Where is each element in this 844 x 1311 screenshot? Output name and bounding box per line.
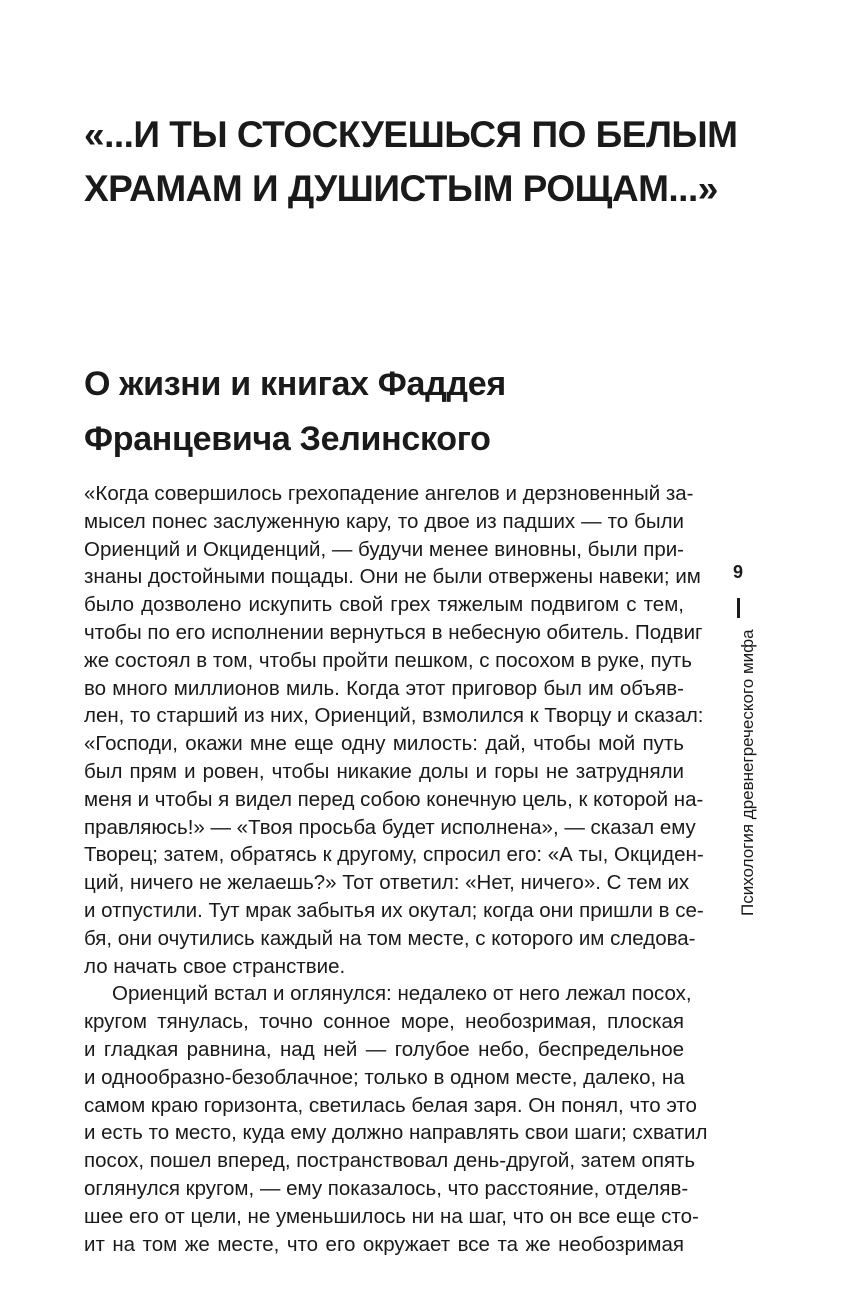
text-line: «Когда совершилось грехопадение ангелов и дерзновенный за- (84, 482, 694, 505)
text-line: Ориенций и Окциденций, — будучи менее виновны, были при- (84, 537, 685, 561)
text-line: был прям и ровен, чтобы никакие долы и горы не затрудняли (84, 759, 684, 783)
running-head: Психология древнегреческого мифа (738, 629, 757, 916)
text-line: и есть то место, куда ему должно направлять свои шаги; схватил (84, 1121, 708, 1145)
text-line: было дозволено искупить свой грех тяжелым подвигом с тем, (84, 593, 684, 617)
text-line: кругом тянулась, точно сонное море, необозримая, плоская (84, 1010, 684, 1034)
text-line: самом краю горизонта, светилась белая заря. Он понял, что это (84, 1093, 697, 1117)
body-text (84, 480, 708, 1258)
text-line: «Господи, окажи мне еще одну милость: дай, чтобы мой путь (84, 732, 684, 756)
text-line: шее его от цели, не уменьшилось ни на шаг, что он все еще сто- (84, 1204, 699, 1228)
text-line: ло начать свое странствие. (84, 954, 346, 978)
chapter-title-line: «...И ТЫ СТОСКУЕШЬСЯ ПО БЕЛЫМ (84, 114, 738, 155)
chapter-title-line: ХРАМАМ И ДУШИСТЫМ РОЩАМ...» (84, 168, 718, 209)
text-line: бя, они очутились каждый на том месте, с которого им следова- (84, 926, 696, 950)
section-title-line: Францевича Зелинского (84, 420, 491, 458)
text-line: оглянулся кругом, — ему показалось, что расстояние, отделяв- (84, 1176, 689, 1200)
text-line: ций, ничего не желаешь?» Тот ответил: «Нет, ничего». С тем их (84, 871, 690, 895)
text-line: и гладкая равнина, над ней — голубое небо, беспредельное (84, 1037, 684, 1061)
section-title (84, 357, 704, 467)
text-line: лен, то старший из них, Ориенций, взмолился к Творцу и сказал: (84, 704, 704, 728)
page-number: 9 (732, 562, 743, 582)
page-number-divider (737, 598, 740, 618)
chapter-title (84, 108, 738, 216)
text-line: во много миллионов миль. Когда этот приговор был им объяв- (84, 676, 684, 700)
text-line: Творец; затем, обратясь к другому, спросил его: «А ты, Окциден- (84, 843, 704, 867)
text-line: ит на том же месте, что его окружает все та же необозримая (84, 1232, 684, 1256)
text-line: мысел понес заслуженную кару, то двое из падших — то были (84, 509, 684, 533)
section-title-line: О жизни и книгах Фаддея (84, 365, 506, 403)
text-line: же состоял в том, чтобы пройти пешком, с посохом в руке, путь (84, 648, 692, 672)
text-line: и однообразно-безоблачное; только в одном месте, далеко, на (84, 1065, 685, 1089)
text-line: и отпустили. Тут мрак забытья их окутал; когда они пришли в се- (84, 898, 704, 922)
text-line: посох, пошел вперед, постранствовал день-другой, затем опять (84, 1149, 696, 1173)
text-line: знаны достойными пощады. Они не были отвержены навеки; им (84, 565, 701, 589)
text-line: Ориенций встал и оглянулся: недалеко от него лежал посох, (112, 982, 692, 1006)
text-line: правляюсь!» — «Твоя просьба будет исполнена», — сказал ему (84, 815, 696, 839)
text-line: меня и чтобы я видел перед собою конечную цель, к которой на- (84, 787, 704, 811)
text-line: чтобы по его исполнении вернуться в небесную обитель. Подвиг (84, 620, 703, 644)
